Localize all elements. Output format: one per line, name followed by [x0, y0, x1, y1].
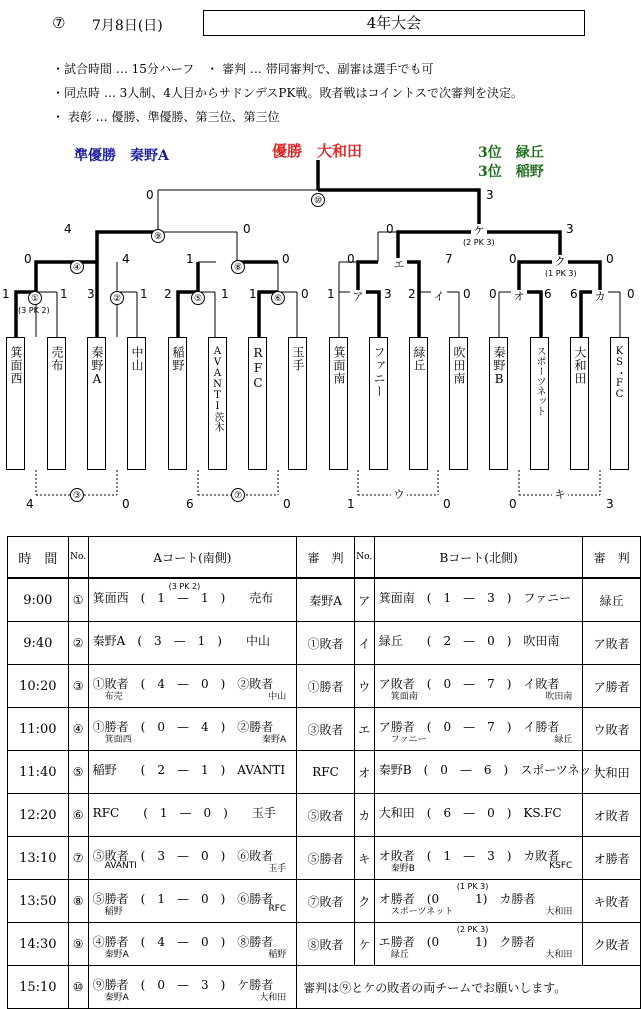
referee-a: ⑤勝者 [297, 837, 355, 880]
score: 0 [243, 222, 251, 236]
match-a-line: RFC ( 1 — 0 ) 玉手 [92, 806, 276, 820]
team-left: ファニー [390, 735, 427, 745]
match-no-a: ⑤ [68, 751, 88, 794]
team-hadano-a [87, 337, 106, 470]
team-name: AVANTI茨木 [212, 346, 223, 432]
team-left: 布売 [104, 692, 123, 702]
final-note-cell [297, 966, 641, 1009]
col-no-b: No. [354, 537, 374, 579]
match-time: 9:00 [8, 578, 69, 622]
score: 0 [627, 287, 635, 301]
team-name: KS・FC [614, 346, 625, 400]
score: 4 [122, 252, 130, 266]
third-place-2: 3位 稲野 [478, 164, 544, 180]
team-name: 稲野 [171, 346, 185, 372]
match-b-line: 大和田 ( 6 — 0 ) KS.FC [378, 806, 562, 820]
match-a [88, 578, 297, 622]
match-label: ① [28, 291, 42, 305]
team-name: 中山 [130, 346, 144, 372]
match-no-a: ⑥ [68, 794, 88, 837]
team-hadano-b [489, 337, 508, 470]
score: 6 [570, 287, 578, 301]
score: 1 [327, 287, 335, 301]
match-b-line: ア勝者 ( 0 — 7 ) イ勝者 [378, 720, 560, 734]
match-label: ⑩ [311, 193, 325, 207]
match-a-line: ⑤勝者 ( 1 — 0 ) ⑥勝者 [92, 892, 274, 906]
match-no-a: ④ [68, 708, 88, 751]
match-label: ② [110, 291, 124, 305]
score: 1 [140, 287, 148, 301]
referee-a: ③敗者 [297, 708, 355, 751]
match-time: 13:50 [8, 880, 69, 923]
team-right: 稲野 [268, 950, 287, 960]
score: 3 [606, 497, 614, 511]
referee-a: 秦野A [297, 578, 355, 622]
team-right: 大和田 [259, 993, 287, 1003]
score: 0 [606, 252, 614, 266]
match-no-a: ⑩ [68, 966, 88, 1009]
match-b [374, 622, 583, 665]
team-owada [570, 337, 589, 470]
match-label: ク [552, 255, 568, 269]
table-row [8, 794, 641, 837]
score: 4 [26, 497, 34, 511]
team-right: RFC [268, 904, 287, 914]
match-b-line: 緑丘 ( 2 — 0 ) 吹田南 [378, 634, 560, 648]
team-right: 大和田 [545, 950, 573, 960]
match-time: 11:40 [8, 751, 69, 794]
match-no-b: カ [354, 794, 374, 837]
match-no-b: キ [354, 837, 374, 880]
pk-note: (2 PK 3) [456, 925, 489, 934]
match-a [88, 923, 297, 966]
match-time: 9:40 [8, 622, 69, 665]
referee-a: ⑦敗者 [297, 880, 355, 923]
match-a [88, 880, 297, 923]
score: 6 [186, 497, 194, 511]
match-b [374, 837, 583, 880]
match-label: ⑧ [231, 260, 245, 274]
match-a [88, 665, 297, 708]
team-left: 箕面西 [104, 735, 132, 745]
match-time: 13:10 [8, 837, 69, 880]
match-label: ⑤ [191, 291, 205, 305]
note-rules: ・試合時間 … 15分ハーフ ・ 審判 … 帯同審判で、副審は選手でも可 [52, 62, 434, 76]
note-tiebreak: ・同点時 … 3人制、4人目からサドンデスPK戦。敗者戦はコイントスで次審判を決定。 [52, 86, 523, 100]
score: 0 [386, 222, 394, 236]
match-a-line: ⑨勝者 ( 0 — 3 ) ケ勝者 [92, 978, 274, 992]
table-header-row [8, 537, 641, 579]
score: 3 [87, 287, 95, 301]
team-mefu [47, 337, 66, 470]
match-label: キ [552, 488, 568, 502]
pk-note: (3 PK 2) [18, 306, 50, 315]
score: 3 [566, 222, 574, 236]
team-name: 緑丘 [412, 346, 426, 372]
team-right: KSFC [549, 861, 573, 871]
event-date: 7月8日(日) [92, 18, 163, 34]
team-ks-fc [610, 337, 629, 470]
match-no-a: ① [68, 578, 88, 622]
col-ref-b: 審 判 [583, 537, 641, 579]
team-right: 中山 [268, 692, 287, 702]
referee-b: 緑丘 [583, 578, 641, 622]
team-sports-net [530, 337, 549, 470]
match-a-line: ④勝者 ( 4 — 0 ) ⑧勝者 [92, 935, 274, 949]
score: 1 [249, 287, 257, 301]
score: 1 [60, 287, 68, 301]
score: 1 [221, 287, 229, 301]
team-name: ファニー [372, 346, 386, 398]
score: 0 [24, 252, 32, 266]
table-row [8, 578, 641, 622]
table-row [8, 880, 641, 923]
match-label: ケ [471, 224, 487, 238]
event-title: 4年大会 [203, 10, 585, 36]
match-a [88, 837, 297, 880]
match-label: エ [391, 258, 407, 272]
referee-a: ⑤敗者 [297, 794, 355, 837]
match-no-a: ⑦ [68, 837, 88, 880]
match-time: 11:00 [8, 708, 69, 751]
team-left: 秦野A [104, 993, 129, 1003]
runner-up-result: 準優勝 秦野A [74, 148, 169, 164]
score: 0 [443, 497, 451, 511]
match-label: オ [511, 290, 527, 304]
match-label: ④ [70, 260, 84, 274]
match-a-line: ⑤敗者 ( 3 — 0 ) ⑥敗者 [92, 849, 274, 863]
team-name: 大和田 [573, 346, 587, 385]
score: 7 [445, 252, 453, 266]
match-a [88, 794, 297, 837]
team-left: 緑丘 [390, 950, 409, 960]
score: 0 [283, 497, 291, 511]
team-right: 大和田 [545, 907, 573, 917]
team-name: 秦野A [90, 346, 104, 387]
score: 0 [146, 188, 154, 202]
team-suita-minami [449, 337, 468, 470]
match-time: 15:10 [8, 966, 69, 1009]
match-no-a: ② [68, 622, 88, 665]
col-ref-a: 審 判 [297, 537, 355, 579]
match-b-line: エ勝者 (0 1) ク勝者 [378, 935, 536, 949]
match-b-line: オ敗者 ( 1 — 3 ) カ敗者 [378, 849, 560, 863]
team-right: 玉手 [268, 864, 287, 874]
score: 0 [509, 497, 517, 511]
match-label: ⑨ [151, 229, 165, 243]
col-court-b: Bコート(北側) [374, 537, 583, 579]
match-a-line: 箕面西 ( 1 — 1 ) 売布 [92, 591, 274, 605]
match-time: 10:20 [8, 665, 69, 708]
team-name: 秦野B [492, 346, 506, 387]
match-no-b: エ [354, 708, 374, 751]
referee-b: 大和田 [583, 751, 641, 794]
team-left: 箕面南 [390, 692, 418, 702]
match-no-a: ⑧ [68, 880, 88, 923]
match-label: ⑥ [271, 291, 285, 305]
team-nakayama [127, 337, 146, 470]
referee-a: ①勝者 [297, 665, 355, 708]
match-no-b: イ [354, 622, 374, 665]
score: 0 [463, 287, 471, 301]
team-name: 箕面南 [332, 346, 346, 385]
team-name: RFC [251, 346, 265, 391]
winner-result: 優勝 大和田 [272, 142, 363, 160]
referee-a: ⑧敗者 [297, 923, 355, 966]
match-b [374, 751, 604, 794]
match-a [88, 751, 297, 794]
match-label: カ [592, 290, 608, 304]
match-no-a: ⑨ [68, 923, 88, 966]
team-left: AVANTI [104, 861, 137, 871]
match-a [88, 966, 297, 1009]
match-b-line: 箕面南 ( 1 — 3 ) ファニー [378, 591, 572, 605]
pk-note: (2 PK 3) [463, 238, 495, 247]
final-note: 審判は⑨とケの敗者の両チームでお願いします。 [303, 981, 567, 995]
team-left: スポーツネット [390, 907, 454, 917]
score: 3 [486, 188, 494, 202]
referee-a: ①敗者 [297, 622, 355, 665]
table-row [8, 751, 641, 794]
col-no-a: No. [68, 537, 88, 579]
table-row [8, 708, 641, 751]
referee-b: ク敗者 [583, 923, 641, 966]
match-b-line: ア敗者 ( 0 — 7 ) イ敗者 [378, 677, 560, 691]
match-b [374, 923, 583, 966]
pk-note: (3 PK 2) [168, 582, 201, 591]
tournament-number: ⑦ [52, 14, 66, 32]
note-awards: ・ 表彰 … 優勝、準優勝、第三位、第三位 [52, 110, 280, 124]
team-name: スポーツネット [534, 346, 545, 416]
score: 2 [164, 287, 172, 301]
match-time: 14:30 [8, 923, 69, 966]
team-tamate [288, 337, 307, 470]
match-label: ア [350, 290, 366, 304]
match-a-line: ①勝者 ( 0 — 4 ) ②勝者 [92, 720, 274, 734]
pk-note: (1 PK 3) [456, 882, 489, 891]
score: 6 [544, 287, 552, 301]
score: 1 [347, 497, 355, 511]
table-row [8, 837, 641, 880]
table-row [8, 665, 641, 708]
team-right: 吹田南 [545, 692, 573, 702]
match-a-line: 秦野A ( 3 — 1 ) 中山 [92, 634, 270, 648]
team-left: 秦野A [104, 950, 129, 960]
match-a [88, 708, 297, 751]
team-left: 稲野 [104, 907, 123, 917]
table-row [8, 622, 641, 665]
col-court-a: Aコート(南側) [88, 537, 297, 579]
col-time: 時 間 [8, 537, 69, 579]
score: 0 [347, 252, 355, 266]
match-no-b: ウ [354, 665, 374, 708]
match-b [374, 880, 583, 923]
score: 0 [301, 287, 309, 301]
match-a-line: 稲野 ( 2 — 1 ) AVANTI [92, 763, 286, 777]
team-right: 緑丘 [554, 735, 573, 745]
referee-b: オ勝者 [583, 837, 641, 880]
team-midorigaoka [409, 337, 428, 470]
score: 4 [64, 222, 72, 236]
score: 0 [282, 252, 290, 266]
match-b-line: 秦野B ( 0 — 6 ) スポーツネット [378, 763, 604, 777]
score: 0 [489, 287, 497, 301]
match-b [374, 794, 583, 837]
match-a-line: ①敗者 ( 4 — 0 ) ②敗者 [92, 677, 274, 691]
schedule-table [7, 536, 641, 1009]
score: 0 [509, 252, 517, 266]
match-no-b: オ [354, 751, 374, 794]
team-name: 売布 [50, 346, 64, 372]
third-place-1: 3位 緑丘 [478, 145, 544, 161]
team-inano [168, 337, 187, 470]
score: 3 [384, 287, 392, 301]
team-left: 秦野B [390, 864, 415, 874]
team-funny [369, 337, 388, 470]
match-label: ③ [70, 488, 84, 502]
team-rfc [248, 337, 267, 470]
match-no-b: ク [354, 880, 374, 923]
table-row [8, 966, 641, 1009]
team-avanti-ibaraki [208, 337, 227, 470]
referee-b: ア敗者 [583, 622, 641, 665]
score: 2 [408, 287, 416, 301]
team-name: 玉手 [291, 346, 305, 372]
referee-b: ア勝者 [583, 665, 641, 708]
team-minoh-nishi [6, 337, 25, 470]
referee-b: キ敗者 [583, 880, 641, 923]
team-name: 吹田南 [452, 346, 466, 385]
match-a [88, 622, 297, 665]
match-b [374, 578, 583, 622]
referee-b: ウ敗者 [583, 708, 641, 751]
score: 0 [122, 497, 130, 511]
team-minoh-minami [329, 337, 348, 470]
referee-a: RFC [297, 751, 355, 794]
referee-b: オ敗者 [583, 794, 641, 837]
match-label: ウ [391, 488, 407, 502]
match-no-b: ケ [354, 923, 374, 966]
match-no-a: ③ [68, 665, 88, 708]
team-right: 秦野A [262, 735, 287, 745]
score: 1 [186, 252, 194, 266]
match-b [374, 665, 583, 708]
score: 1 [2, 287, 10, 301]
match-label: ⑦ [231, 488, 245, 502]
table-row [8, 923, 641, 966]
match-label: イ [431, 290, 447, 304]
team-name: 箕面西 [9, 346, 23, 385]
pk-note: (1 PK 3) [545, 269, 577, 278]
match-b-line: オ勝者 (0 1) カ勝者 [378, 892, 536, 906]
match-time: 12:20 [8, 794, 69, 837]
match-b [374, 708, 583, 751]
match-no-b: ア [354, 578, 374, 622]
